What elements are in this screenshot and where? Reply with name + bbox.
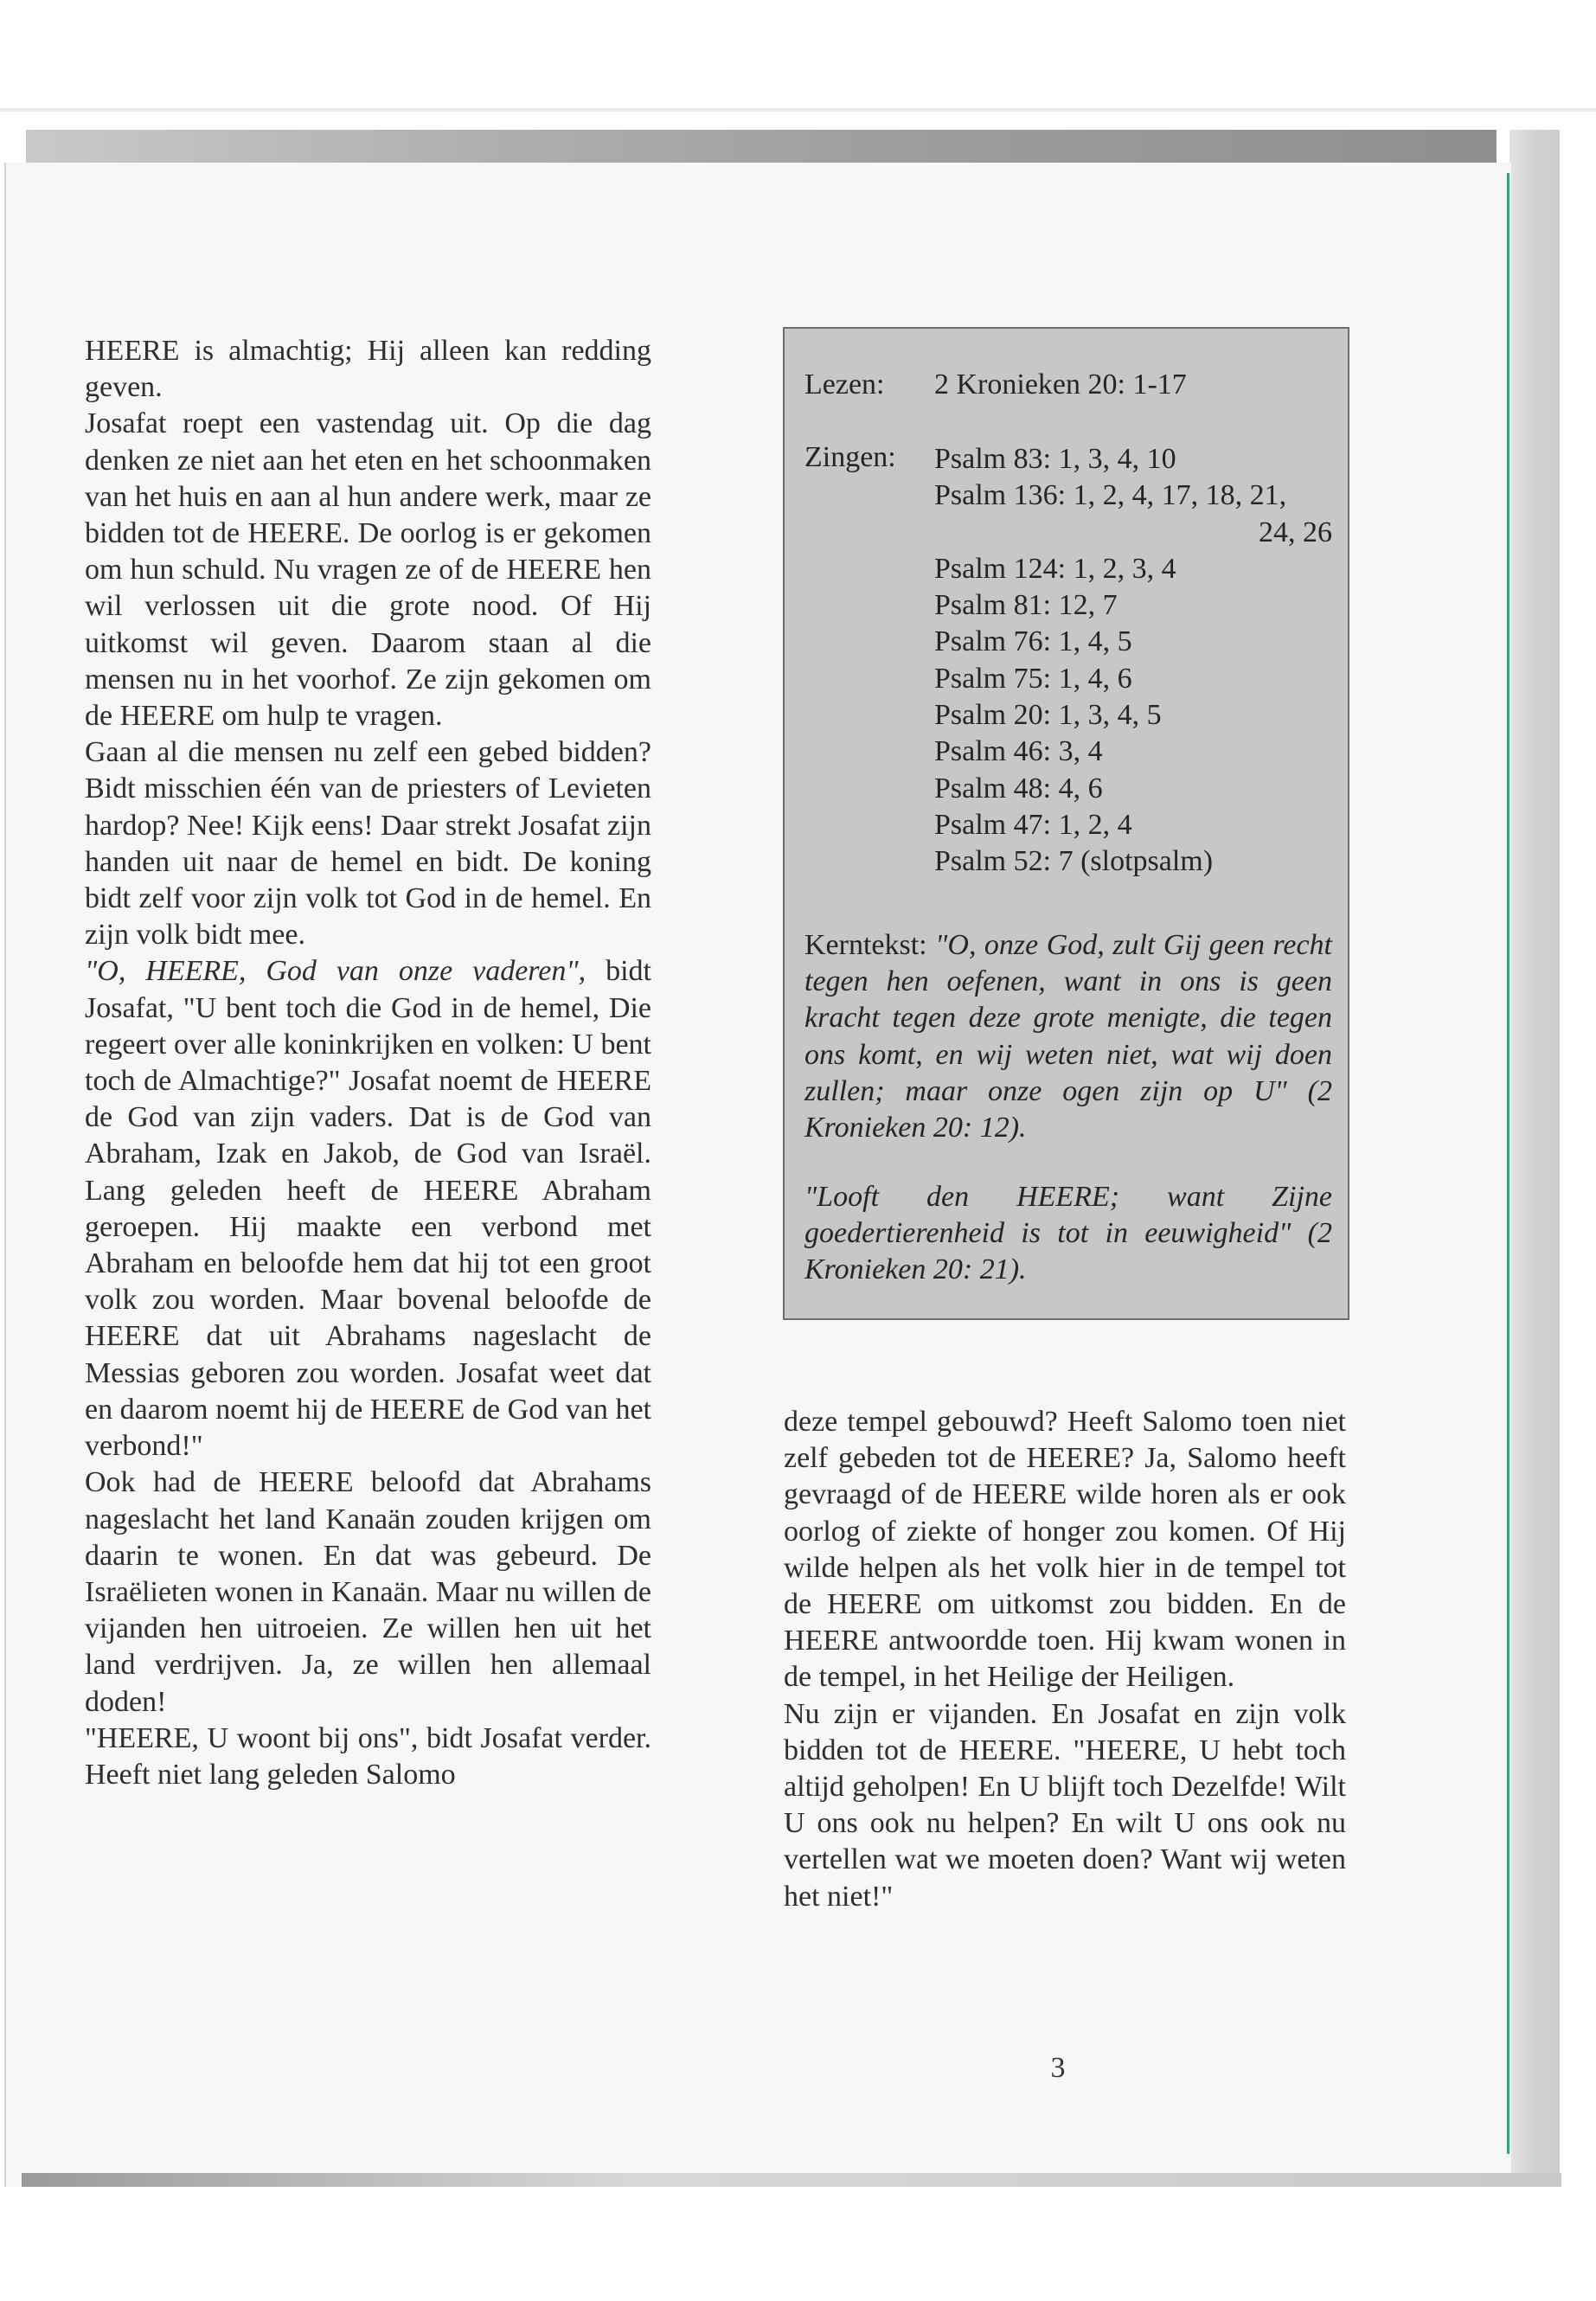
reading-value: 2 Kronieken 20: 1-17 [934,369,1187,401]
right-paragraph-2: Nu zijn er vijanden. En Josafat en zijn volk bidden tot de HEERE. "HEERE, U hebt toch altijd geholpen! En U blijft toch Dezelfde! Wilt U ons ook nu helpen? En wilt U ons ook nu vertellen wat we moeten doen? Want wij weten het niet!" [784,1697,1346,1913]
singing-label: Zingen: [804,441,896,473]
psalm-item: Psalm 76: 1, 4, 5 [934,625,1132,658]
reading-row [804,369,1187,401]
reading-info-box [783,327,1349,1320]
left-paragraph-4-rest: bidt Josafat, "U bent toch die God in de hemel, Die regeert over alle koninkrijken en volken: U bent toch de Almachtige?" Josafat noemt de HEERE de God van zijn vaders. Dat is de God van Abraham, Izak en Jakob, de God van Israël. Lang geleden heeft de HEERE Abraham geroepen. Hij maakte een verbond met Abraham en beloofde hem dat hij tot een groot volk zou worden. Maar bovenal beloofde de HEERE dat uit Abrahams nageslacht de Messias geboren zou worden. Josafat weet dat en daarom noemt hij de HEERE de God van het verbond!" [85,955,651,1463]
left-paragraph-2: Josafat roept een vastendag uit. Op die dag denken ze niet aan het eten en het schoonmaken van het huis en aan al hun andere werk, maar ze bidden tot de HEERE. De oorlog is er gekomen om hun schuld. Nu vragen ze of de HEERE hen wil verlossen uit die grote nood. Of Hij uitkomst wil geven. Daarom staan al die mensen nu in het voorhof. Ze zijn gekomen om de HEERE om hulp te vragen. [85,407,651,733]
psalm-item: Psalm 48: 4, 6 [934,772,1103,804]
psalm-item: Psalm 136: 1, 2, 4, 17, 18, 21, [934,479,1287,512]
page-number: 3 [1050,2052,1066,2084]
key-text-label: Kerntekst: [804,929,927,961]
psalm-item: Psalm 47: 1, 2, 4 [934,808,1132,841]
psalm-item: Psalm 46: 3, 4 [934,735,1103,768]
second-quote [804,1179,1332,1289]
green-page-edge [1507,173,1509,2154]
left-paragraph-1: HEERE is almachtig; Hij alleen kan redding geven. [85,335,651,404]
psalm-list [934,441,1332,881]
reading-label: Lezen: [804,369,885,401]
book-bottom-edge [22,2173,1561,2187]
key-text-quote: "O, onze God, zult Gij geen recht tegen hen oefenen, want in ons is geen kracht tegen deze grote menigte, die tegen ons komt, en wij weten niet, wat wij doen zullen; maar onze ogen zijn op U" (2 Kronieken 20: 12). [804,929,1333,1144]
psalm-item: Psalm 20: 1, 3, 4, 5 [934,699,1162,732]
psalm-item: Psalm 52: 7 (slotpsalm) [934,845,1214,878]
psalm-item: Psalm 75: 1, 4, 6 [934,662,1132,695]
left-text-column [85,333,651,1793]
scan-top-edge [0,108,1596,112]
left-paragraph-5: Ook had de HEERE beloofd dat Abrahams nageslacht het land Kanaän zouden krijgen om daarin te wonen. En dat was gebeurd. De Israëlieten wonen in Kanaän. Maar nu willen de vijanden hen uitroeien. Ze willen hen uit het land verdrijven. Ja, ze willen hen allemaal doden! [85,1466,651,1718]
psalm-item: Psalm 81: 12, 7 [934,589,1118,622]
left-paragraph-4 [85,953,651,1465]
book-cover-edge [26,130,1497,163]
right-paragraph-1: deze tempel gebouwd? Heeft Salomo toen niet zelf gebeden tot de HEERE? Ja, Salomo heeft gevraagd of de HEERE wilde horen als er ook oorlog of ziekte of honger zou komen. Of Hij wilde helpen als het volk hier in de tempel tot de HEERE om uitkomst zou bidden. En de HEERE antwoordde toen. Hij kwam wonen in de tempel, in het Heilige der Heiligen. [784,1406,1346,1694]
book-right-margin [1509,130,1560,2180]
psalm-item: Psalm 83: 1, 3, 4, 10 [934,443,1176,475]
key-text [804,927,1332,1146]
left-paragraph-3: Gaan al die mensen nu zelf een gebed bidden? Bidt misschien één van de priesters of Levieten hardop? Nee! Kijk eens! Daar strekt Josafat zijn handen uit naar de hemel en bidt. De koning bidt zelf voor zijn volk tot God in de hemel. En zijn volk bidt mee. [85,736,651,952]
second-quote-text: "Looft den HEERE; want Zijne goedertierenheid is tot in eeuwigheid" (2 Kronieken 20: 21). [804,1181,1332,1286]
left-paragraph-6: "HEERE, U woont bij ons", bidt Josafat verder. Heeft niet lang geleden Salomo [85,1721,651,1791]
psalm-item: Psalm 124: 1, 2, 3, 4 [934,552,1176,585]
right-text-column [784,1404,1346,1915]
psalm-item-continuation: 24, 26 [1259,516,1332,548]
prayer-quote: "O, HEERE, God van onze vaderen", [85,955,586,988]
